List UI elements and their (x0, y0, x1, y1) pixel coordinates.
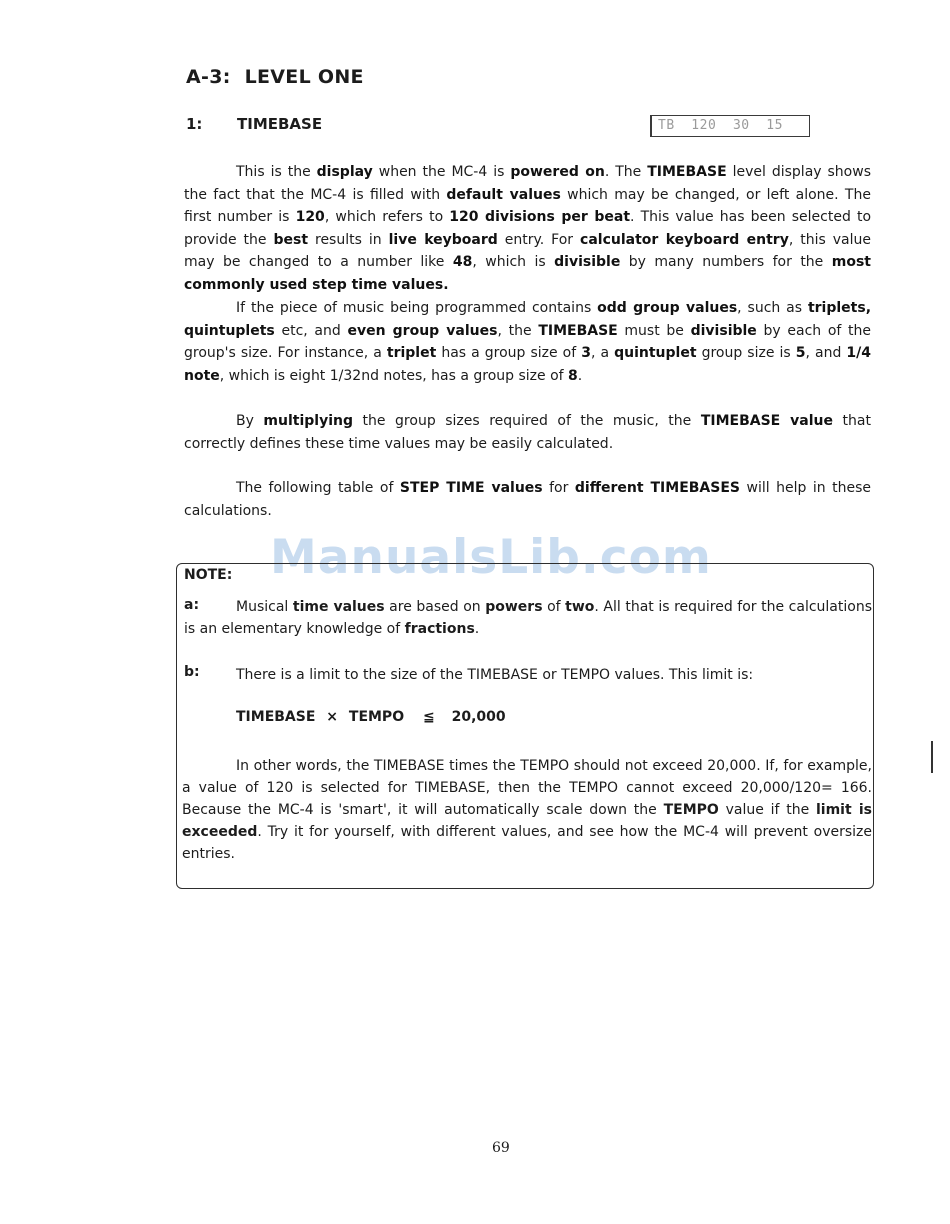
paragraph-display-intro: This is the display when the MC-4 is powered on. The TIMEBASE level display shows the fact that the MC-4 is filled with default values which may be changed, or left alone. The first number is 120, which refers to 120 divisions per beat. This value has been selected to provide the best results in live keyboard entry. For calculator keyboard entry, this value may be changed to a number like 48, which is divisible by many numbers for the most commonly used step time values. (184, 164, 872, 293)
note-a-text: Musical time values are based on powers of two. All that is required for the calculations is an elementary knowledge of fractions. (184, 599, 872, 637)
paragraph-group-values: If the piece of music being programmed contains odd group values, such as triplets, quintuplets etc, and even group values, the TIMEBASE must be divisible by each of the group's size. For instance, a triplet has a group size of 3, a quintuplet group size is 5, and 1/4 note, which is eight 1/32nd notes, has a group size of 8. (184, 300, 872, 384)
subsection-name: TIMEBASE (237, 115, 323, 133)
section-name: LEVEL ONE (244, 66, 364, 88)
formula-less-equal: ≦ (422, 709, 435, 725)
note-b-key: b: (184, 664, 200, 680)
paragraph-table-intro: The following table of STEP TIME values for different TIMEBASES will help in these calculations. (184, 480, 872, 519)
note-label: NOTE: (184, 567, 233, 583)
note-b-text: There is a limit to the size of the TIMEBASE or TEMPO values. This limit is: (236, 667, 754, 683)
section-title (186, 66, 364, 88)
formula-limit: 20,000 (451, 709, 506, 725)
note-explanation: In other words, the TIMEBASE times the TEMPO should not exceed 20,000. If, for example, a value of 120 is selected for TIMEBASE, then the TEMPO cannot exceed 20,000/120= 166. Because the MC-4 is 'smart', it will automatically scale down the TEMPO value if the limit is exceeded. Try it for yourself, with different values, and see how the MC-4 will prevent oversize entries. (182, 758, 873, 862)
watermark: ManualsLib.com (270, 530, 712, 585)
margin-mark (931, 741, 933, 773)
limit-formula (236, 709, 506, 725)
paragraph-multiplying: By multiplying the group sizes required of the music, the TIMEBASE value that correctly defines these time values may be easily calculated. (184, 413, 871, 452)
page-number: 69 (492, 1140, 510, 1156)
formula-timebase: TIMEBASE (236, 709, 316, 725)
subsection-title (186, 115, 323, 133)
section-number: A-3: (186, 66, 231, 88)
note-a-key: a: (184, 597, 200, 613)
lcd-display: TB 120 30 15 (650, 115, 810, 137)
subsection-number: 1: (186, 115, 203, 133)
formula-tempo: TEMPO (348, 709, 405, 725)
formula-times: × (326, 709, 339, 725)
